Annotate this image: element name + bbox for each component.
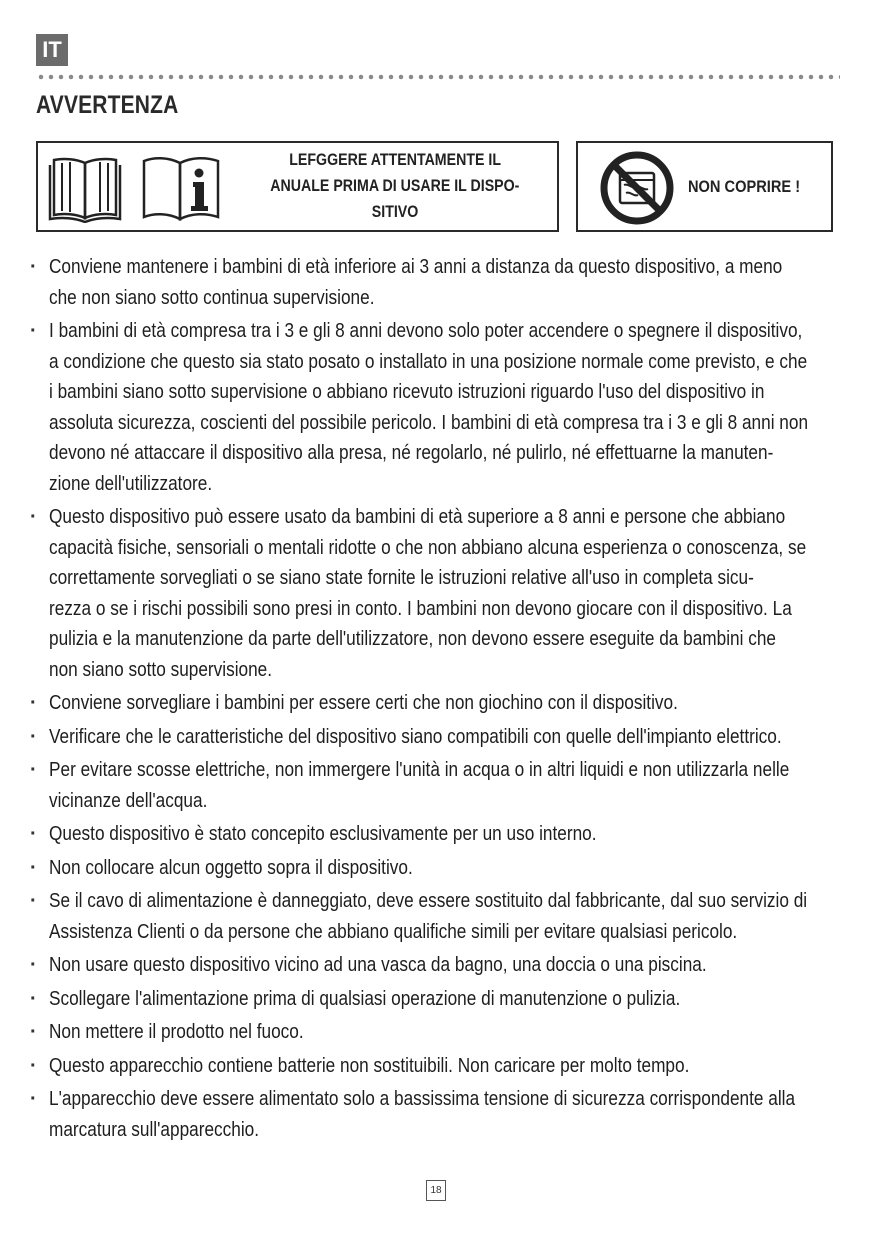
warning-text xyxy=(49,984,830,1015)
notice-line-3: SITIVO xyxy=(371,203,419,221)
warning-text xyxy=(49,950,830,981)
warning-line: Assistenza Clienti o da persone che abbiano qualifiche simili per evitare qualsiasi pericolo. xyxy=(49,919,738,943)
warning-item xyxy=(30,722,875,753)
read-manual-text xyxy=(232,147,558,225)
do-not-cover-icon xyxy=(598,149,676,227)
warning-line: a condizione che questo sia stato posato o installato in una posizione normale come previsto, e che xyxy=(49,349,808,373)
warning-line: Questo dispositivo può essere usato da bambini di età superiore a 8 anni e persone che abbiano xyxy=(49,505,786,528)
page-number: 18 xyxy=(426,1180,446,1201)
warning-item xyxy=(30,819,875,850)
warning-text xyxy=(49,722,830,753)
warning-line: rezza o se i rischi possibili sono presi in conto. I bambini non devono giocare con il dispositivo. La xyxy=(49,596,792,620)
notice-line-2: ANUALE PRIMA DI USARE IL DISPO- xyxy=(270,177,520,195)
warning-text xyxy=(49,1017,830,1048)
warning-item xyxy=(30,252,875,313)
warning-line: Conviene sorvegliare i bambini per essere certi che non giochino con il dispositivo. xyxy=(49,691,678,714)
warning-line: correttamente sorvegliati o se siano state fornite le istruzioni relative all'uso in completa sicu- xyxy=(49,566,754,589)
warning-line: I bambini di età compresa tra i 3 e gli 8 anni devono solo poter accendere o spegnere il dispositivo, xyxy=(49,319,803,342)
warning-line: Non collocare alcun oggetto sopra il dispositivo. xyxy=(49,855,413,879)
page-title: AVVERTENZA xyxy=(36,91,179,119)
warning-text xyxy=(49,1051,830,1082)
manual-info-icon xyxy=(138,151,224,223)
warning-item xyxy=(30,886,875,947)
warning-item xyxy=(30,316,875,499)
warning-text xyxy=(49,1084,830,1145)
warning-line: assoluta sicurezza, coscienti del possibile pericolo. I bambini di età compresa tra i 3 e gli 8 anni non xyxy=(49,410,809,434)
warning-list xyxy=(30,252,875,1148)
warning-line: devono né attaccare il dispositivo alla presa, né regolarlo, né pulirlo, né effettuarne la manuten- xyxy=(49,441,774,464)
warning-line: che non siano sotto continua supervisione. xyxy=(49,285,375,309)
warning-line: Scollegare l'alimentazione prima di qualsiasi operazione di manutenzione o pulizia. xyxy=(49,986,681,1010)
warning-line: Verificare che le caratteristiche del dispositivo siano compatibili con quelle dell'impianto elettrico. xyxy=(49,724,782,748)
open-book-icon xyxy=(46,151,124,223)
warning-line: non siano sotto supervisione. xyxy=(49,657,273,681)
warning-text xyxy=(49,502,830,685)
warning-item xyxy=(30,688,875,719)
language-badge: IT xyxy=(36,34,68,66)
warning-line: L'apparecchio deve essere alimentato solo a bassissima tensione di sicurezza corrispondente alla xyxy=(49,1087,796,1110)
warning-line: Non mettere il prodotto nel fuoco. xyxy=(49,1020,304,1043)
warning-text xyxy=(49,853,830,884)
warning-item xyxy=(30,502,875,685)
warning-line: Non usare questo dispositivo vicino ad una vasca da bagno, una doccia o una piscina. xyxy=(49,953,707,976)
notice-line-1: LEFGGERE ATTENTAMENTE IL xyxy=(289,151,501,169)
do-not-cover-notice xyxy=(576,141,833,232)
warning-item xyxy=(30,1051,875,1082)
dotted-divider xyxy=(36,74,840,80)
warning-item xyxy=(30,755,875,816)
warning-line: Se il cavo di alimentazione è danneggiato, deve essere sostituito dal fabbricante, dal suo servizio di xyxy=(49,889,808,912)
warning-line: marcatura sull'apparecchio. xyxy=(49,1117,260,1141)
warning-line: Questo dispositivo è stato concepito esclusivamente per un uso interno. xyxy=(49,822,597,845)
warning-item xyxy=(30,950,875,981)
warning-line: Questo apparecchio contiene batterie non sostituibili. Non caricare per molto tempo. xyxy=(49,1053,690,1077)
warning-item xyxy=(30,853,875,884)
warning-item xyxy=(30,1084,875,1145)
warning-line: pulizia e la manutenzione da parte dell'utilizzatore, non devono essere eseguite da bambini che xyxy=(49,627,777,650)
warning-line: Per evitare scosse elettriche, non immergere l'unità in acqua o in altri liquidi e non utilizzarla nelle xyxy=(49,758,790,781)
warning-item xyxy=(30,984,875,1015)
warning-line: capacità fisiche, sensoriali o mentali ridotte o che non abbiano alcuna esperienza o conoscenza, se xyxy=(49,535,807,559)
warning-line: i bambini siano sotto supervisione o abbiano ricevuto istruzioni riguardo l'uso del dispositivo in xyxy=(49,380,765,403)
warning-line: vicinanze dell'acqua. xyxy=(49,788,208,812)
warning-line: Conviene mantenere i bambini di età inferiore ai 3 anni a distanza da questo dispositivo, a meno xyxy=(49,255,783,278)
warning-text xyxy=(49,755,830,816)
do-not-cover-text xyxy=(688,174,833,200)
warning-text xyxy=(49,316,830,499)
warning-text xyxy=(49,886,830,947)
warning-text xyxy=(49,688,830,719)
warning-text xyxy=(49,252,830,313)
warning-line: zione dell'utilizzatore. xyxy=(49,471,213,495)
read-manual-notice xyxy=(36,141,559,232)
warning-text xyxy=(49,819,830,850)
do-not-cover-label: NON COPRIRE ! xyxy=(688,177,801,196)
warning-item xyxy=(30,1017,875,1048)
